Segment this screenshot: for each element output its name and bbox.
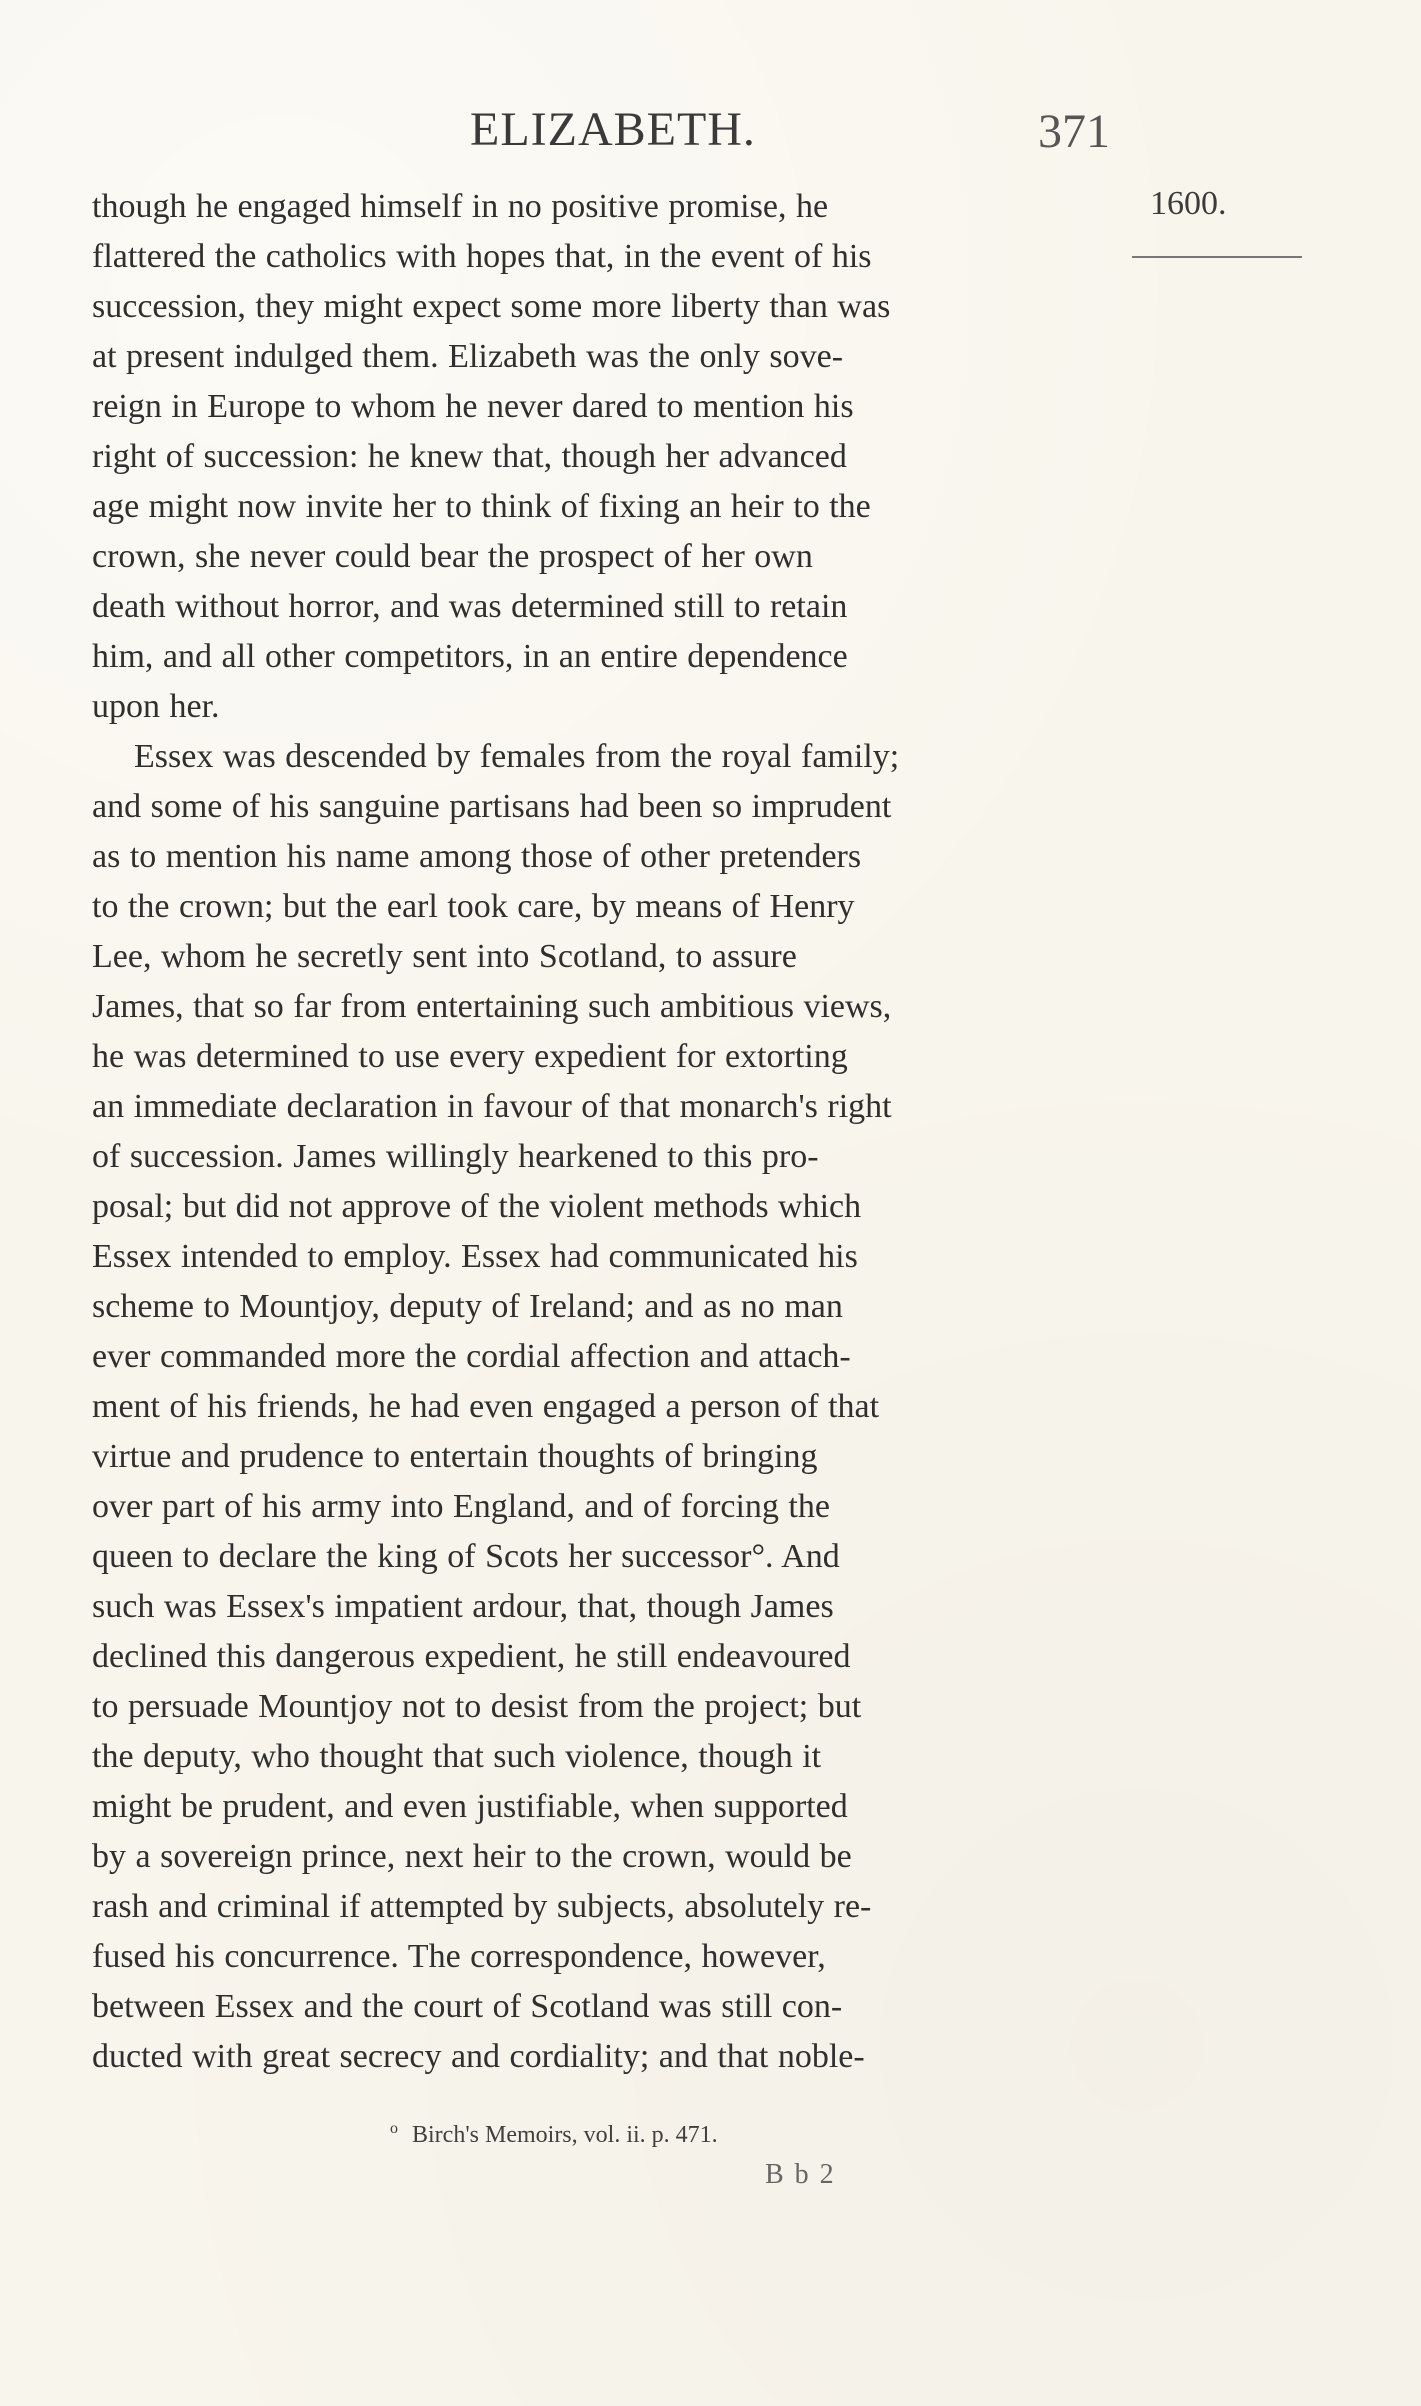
text-line: ducted with great secrecy and cordiality; and that noble- (92, 2038, 865, 2075)
text-line: fused his concurrence. The correspondence, however, (92, 1938, 826, 1975)
margin-rule (1132, 256, 1302, 258)
text-line: James, that so far from entertaining such ambitious views, (92, 988, 892, 1025)
text-line: posal; but did not approve of the violent methods which (92, 1188, 862, 1225)
text-line: Essex intended to employ. Essex had communicated his (92, 1238, 858, 1275)
text-line: succession, they might expect some more liberty than was (92, 288, 891, 325)
page-number: 371 (1038, 105, 1110, 158)
text-line: right of succession: he knew that, though her advanced (92, 438, 847, 475)
text-line: the deputy, who thought that such violence, though it (92, 1738, 822, 1775)
running-head (470, 102, 1110, 162)
text-line: over part of his army into England, and of forcing the (92, 1488, 830, 1525)
text-line: ever commanded more the cordial affection and attach- (92, 1338, 851, 1375)
text-line: age might now invite her to think of fixing an heir to the (92, 488, 871, 525)
text-line: at present indulged them. Elizabeth was the only sove- (92, 338, 844, 375)
text-line: reign in Europe to whom he never dared to mention his (92, 388, 854, 425)
footnote-text: Birch's Memoirs, vol. ii. p. 471. (412, 2122, 718, 2148)
running-title: ELIZABETH. (470, 103, 756, 156)
text-line: flattered the catholics with hopes that, in the event of his (92, 238, 872, 275)
text-line: an immediate declaration in favour of that monarch's right (92, 1088, 892, 1125)
text-line: declined this dangerous expedient, he still endeavoured (92, 1638, 851, 1675)
text-line: queen to declare the king of Scots her successor°. And (92, 1538, 840, 1575)
signature-mark: B b 2 (765, 2159, 836, 2190)
text-line: ment of his friends, he had even engaged a person of that (92, 1388, 880, 1425)
margin-year: 1600. (1150, 185, 1227, 222)
text-line: and some of his sanguine partisans had been so imprudent (92, 788, 892, 825)
footnote (390, 2120, 718, 2149)
paragraph-start-line: Essex was descended by females from the royal family; (134, 738, 900, 775)
text-line: rash and criminal if attempted by subjects, absolutely re- (92, 1888, 872, 1925)
text-line: Lee, whom he secretly sent into Scotland, to assure (92, 938, 797, 975)
text-line: might be prudent, and even justifiable, when supported (92, 1788, 848, 1825)
text-line: crown, she never could bear the prospect of her own (92, 538, 813, 575)
text-line: he was determined to use every expedient for extorting (92, 1038, 848, 1075)
text-line: upon her. (92, 688, 220, 725)
footnote-mark: o (390, 2120, 398, 2137)
text-line: death without horror, and was determined still to retain (92, 588, 848, 625)
text-line: by a sovereign prince, next heir to the crown, would be (92, 1838, 852, 1875)
text-line: of succession. James willingly hearkened to this pro- (92, 1138, 819, 1175)
text-line: to the crown; but the earl took care, by means of Henry (92, 888, 855, 925)
text-line: such was Essex's impatient ardour, that, though James (92, 1588, 834, 1625)
text-line: though he engaged himself in no positive promise, he (92, 188, 829, 225)
text-line: scheme to Mountjoy, deputy of Ireland; and as no man (92, 1288, 843, 1325)
text-line: between Essex and the court of Scotland was still con- (92, 1988, 843, 2025)
text-line: as to mention his name among those of other pretenders (92, 838, 862, 875)
text-line: virtue and prudence to entertain thoughts of bringing (92, 1438, 818, 1475)
text-line: him, and all other competitors, in an entire dependence (92, 638, 848, 675)
main-text (92, 182, 1132, 2082)
text-line: to persuade Mountjoy not to desist from the project; but (92, 1688, 862, 1725)
